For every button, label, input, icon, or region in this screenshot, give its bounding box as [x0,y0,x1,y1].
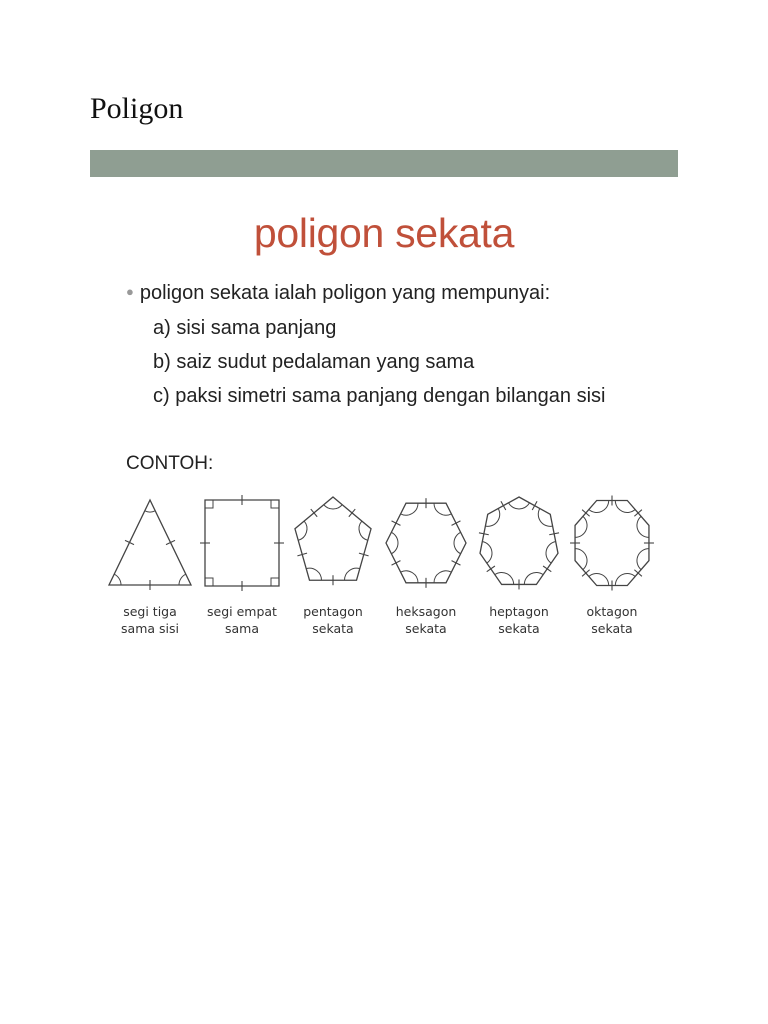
angle-arc [637,549,649,570]
side-tick-mark [392,521,401,525]
side-tick-mark [543,566,551,572]
angle-arc [114,574,121,585]
angle-arc [575,516,587,537]
polygon-hexagon [386,498,466,588]
polygon-octagon [570,496,654,591]
side-tick-mark [166,540,175,544]
side-tick-mark [532,501,537,510]
angle-arc [482,541,492,563]
polygon-pentagon [295,497,371,585]
definition-text: poligon sekata ialah poligon yang mempunyai: [139,282,551,304]
caption-triangle: segi tiga sama sisi [121,604,179,636]
side-tick-mark [501,501,506,510]
polygon-outline-square [205,500,279,586]
right-angle-mark [205,500,213,508]
angle-arc [546,541,556,563]
polygon-square [200,495,284,591]
side-tick-mark [452,561,461,565]
page-title: Poligon [90,92,184,125]
right-angle-mark [271,500,279,508]
bullet-icon: ● [126,284,134,299]
caption-hexagon: heksagon sekata [395,604,457,636]
polygon-examples [104,490,666,650]
caption-octagon: oktagon sekata [586,604,638,636]
side-tick-mark [452,521,461,525]
polygon-triangle [109,500,191,590]
criteria-item-b: b) saiz sudut pedalaman yang sama [153,351,475,373]
polygon-heptagon [479,497,559,589]
angle-arc [509,503,530,509]
example-label: CONTOH: [126,453,214,474]
angle-arc [359,521,368,540]
caption-heptagon: heptagon sekata [489,604,549,636]
criteria-item-a: a) sisi sama panjang [153,317,337,339]
side-tick-mark [125,540,134,544]
side-tick-mark [487,566,495,572]
slide-header-band [90,150,678,177]
side-tick-mark [392,561,401,565]
criteria-item-c: c) paksi simetri sama panjang dengan bilangan sisi [153,385,606,407]
polygon-outline-triangle [109,500,191,585]
angle-arc [179,574,186,585]
caption-square: segi empat sama [207,604,277,636]
right-angle-mark [205,578,213,586]
angle-arc [637,516,649,537]
right-angle-mark [271,578,279,586]
caption-pentagon: pentagon sekata [303,604,363,636]
angle-arc [324,505,342,509]
polygon-figures [104,490,666,602]
angle-arc [298,521,307,540]
criteria-list [153,316,605,418]
definition-line [126,282,550,305]
polygon-outline-heptagon [480,497,558,584]
angle-arc [575,549,587,570]
angle-arc [391,532,398,553]
angle-arc [145,511,155,512]
slide-heading: poligon sekata [253,210,515,256]
angle-arc [454,532,461,553]
